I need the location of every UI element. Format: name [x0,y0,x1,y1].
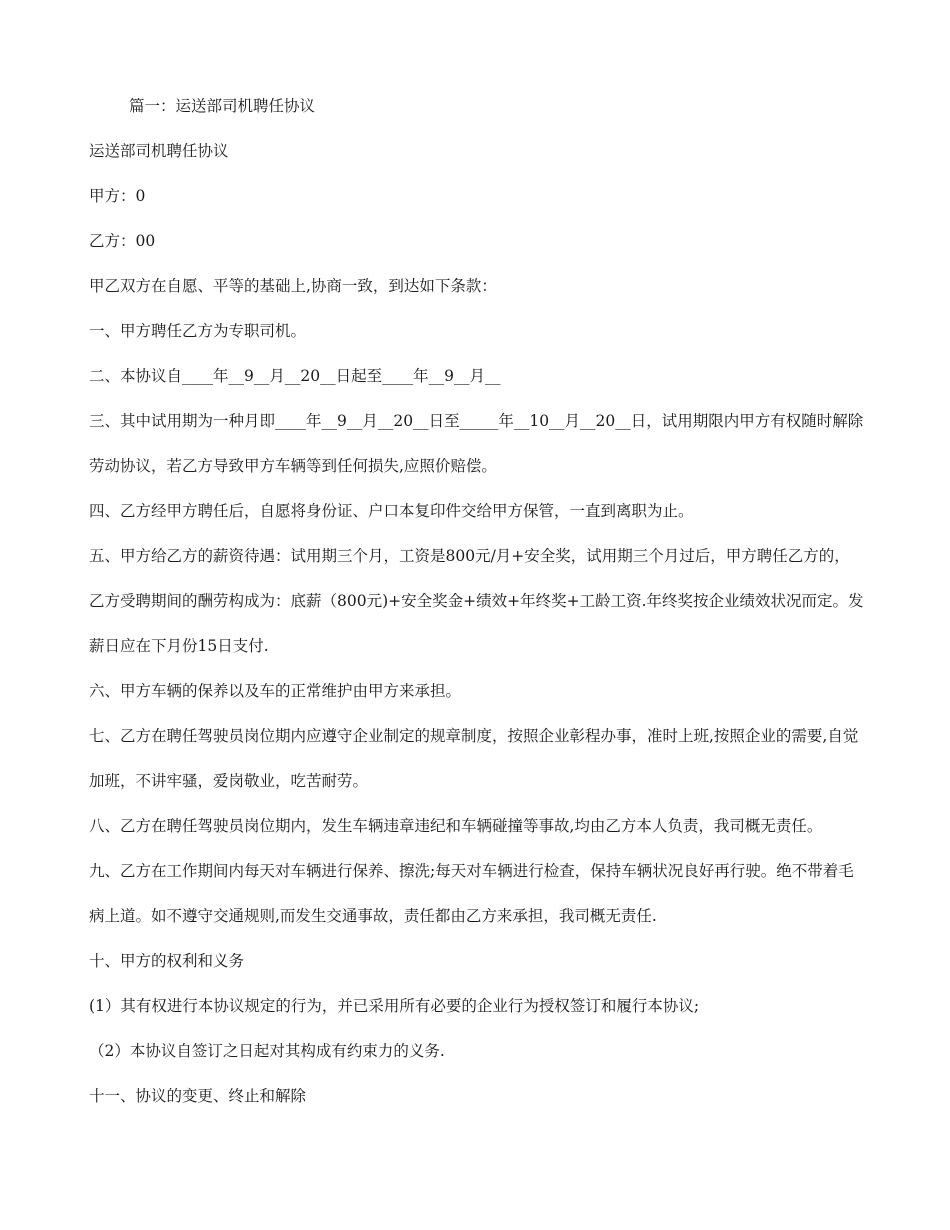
clause-5: 五、甲方给乙方的薪资待遇：试用期三个月，工资是800元/月+安全奖，试用期三个月过后，甲方聘任乙方的，乙方受聘期间的酬劳构成为：底薪（800元)+安全奖金+绩效+年终奖+工龄工资.年终奖按企业绩效状况而定。发薪日应在下月份15日支付. [89,547,864,655]
party-b: 乙方：00 [89,232,156,250]
clause-9: 九、乙方在工作期间内每天对车辆进行保养、擦洗;每天对车辆进行检查，保持车辆状况良好再行驶。绝不带着毛病上道。如不遵守交通规则,而发生交通事故，责任都由乙方来承担，我司概无责任. [89,862,854,925]
clause-8: 八、乙方在聘任驾驶员岗位期内，发生车辆违章违纪和车辆碰撞等事故,均由乙方本人负责，我司概无责任。 [89,817,823,835]
clause-7: 七、乙方在聘任驾驶员岗位期内应遵守企业制定的规章制度，按照企业彰程办事，准时上班,按照企业的需要,自觉加班，不讲牢骚，爱岗敬业，吃苦耐劳。 [89,727,859,790]
clause-1: 一、甲方聘任乙方为专职司机。 [89,322,307,340]
section-heading: 篇一：运送部司机聘任协议 [129,97,316,115]
clause-4: 四、乙方经甲方聘任后，自愿将身份证、户口本复印件交给甲方保管，一直到离职为止。 [89,502,694,520]
intro-paragraph: 甲乙双方在自愿、平等的基础上,协商一致，到达如下条款： [89,277,497,295]
clause-10-item-2: （2）本协议自签订之日起对其构成有约束力的义务. [89,1042,445,1060]
clause-10-item-1: (1）其有权进行本协议规定的行为，并已采用所有必要的企业行为授权签订和履行本协议; [89,997,700,1015]
clause-11: 十一、协议的变更、终止和解除 [89,1087,307,1105]
clause-10: 十、甲方的权利和义务 [89,952,245,970]
document-body [89,84,864,1119]
party-a: 甲方：0 [89,187,146,205]
agreement-title: 运送部司机聘任协议 [89,142,229,160]
clause-2: 二、本协议自____年__9__月__20__日起至____年__9__月__ [89,367,501,385]
clause-3: 三、其中试用期为一种月即____年__9__月__20__日至_____年__10__月__20__日，试用期限内甲方有权随时解除劳动协议，若乙方导致甲方车辆等到任何损失,应照价赔偿。 [89,412,864,475]
clause-6: 六、甲方车辆的保养以及车的正常维护由甲方来承担。 [89,682,462,700]
